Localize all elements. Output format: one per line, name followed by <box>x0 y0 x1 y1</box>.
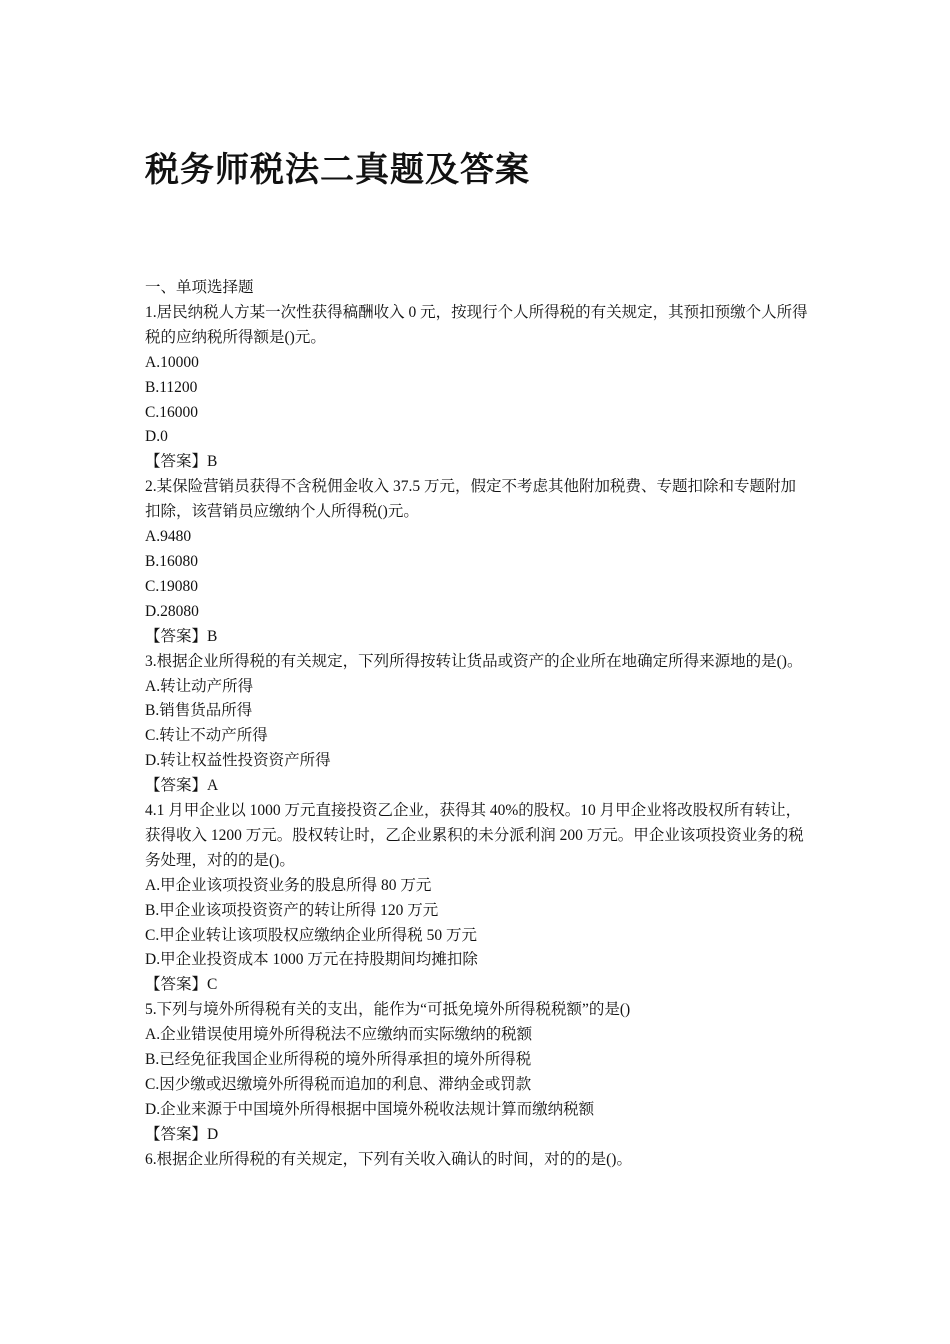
answer-4: 【答案】C <box>145 976 218 994</box>
option-5a: A.企业错误使用境外所得税法不应缴纳而实际缴纳的税额 <box>145 1026 533 1044</box>
answer-1: 【答案】B <box>145 453 218 471</box>
option-5d: D.企业来源于中国境外所得根据中国境外税收法规计算而缴纳税额 <box>145 1100 595 1118</box>
option-3b: B.销售货品所得 <box>145 702 253 720</box>
option-4a: A.甲企业该项投资业务的股息所得 80 万元 <box>145 876 432 894</box>
option-1b: B.11200 <box>145 378 198 396</box>
option-5b: B.已经免征我国企业所得税的境外所得承担的境外所得税 <box>145 1051 532 1069</box>
option-2b: B.16080 <box>145 552 198 570</box>
question-6: 6.根据企业所得税的有关规定，下列有关收入确认的时间，对的的是()。 <box>145 1150 632 1168</box>
option-3c: C.转让不动产所得 <box>145 727 268 745</box>
option-3a: A.转让动产所得 <box>145 677 254 695</box>
section-heading: 一、单项选择题 <box>145 279 254 296</box>
answer-2: 【答案】B <box>145 627 218 645</box>
answer-3: 【答案】A <box>145 777 219 795</box>
question-3: 3.根据企业所得税的有关规定，下列所得按转让货品或资产的企业所在地确定所得来源地的是()。 <box>145 652 803 670</box>
document-body <box>145 276 809 1173</box>
option-4b: B.甲企业该项投资资产的转让所得 120 万元 <box>145 901 439 919</box>
answer-5: 【答案】D <box>145 1125 219 1143</box>
option-4c: C.甲企业转让该项股权应缴纳企业所得税 50 万元 <box>145 926 477 944</box>
option-1d: D.0 <box>145 428 168 446</box>
option-3d: D.转让权益性投资资产所得 <box>145 752 331 770</box>
option-4d: D.甲企业投资成本 1000 万元在持股期间均摊扣除 <box>145 951 478 969</box>
option-1a: A.10000 <box>145 353 199 371</box>
option-5c: C.因少缴或迟缴境外所得税而追加的利息、滞纳金或罚款 <box>145 1076 532 1093</box>
option-2d: D.28080 <box>145 602 199 620</box>
option-1c: C.16000 <box>145 403 198 421</box>
question-1: 1.居民纳税人方某一次性获得稿酬收入 0 元，按现行个人所得税的有关规定，其预扣预缴个人所得税的应纳税所得额是()元。 <box>145 303 808 346</box>
question-4: 4.1 月甲企业以 1000 万元直接投资乙企业，获得其 40%的股权。10 月甲企业将改股权所有转让，获得收入 1200 万元。股权转让时，乙企业累积的未分派利润 200 万元。甲企业该项投资业务的税务处理，对的的是()。 <box>145 802 804 869</box>
question-5: 5.下列与境外所得税有关的支出，能作为“可抵免境外所得税税额”的是() <box>145 1001 631 1019</box>
question-2: 2.某保险营销员获得不含税佣金收入 37.5 万元，假定不考虑其他附加税费、专题扣除和专题附加扣除，该营销员应缴纳个人所得税()元。 <box>145 478 797 521</box>
document-title: 税务师税法二真题及答案 <box>145 150 530 190</box>
option-2a: A.9480 <box>145 528 192 546</box>
option-2c: C.19080 <box>145 577 198 595</box>
